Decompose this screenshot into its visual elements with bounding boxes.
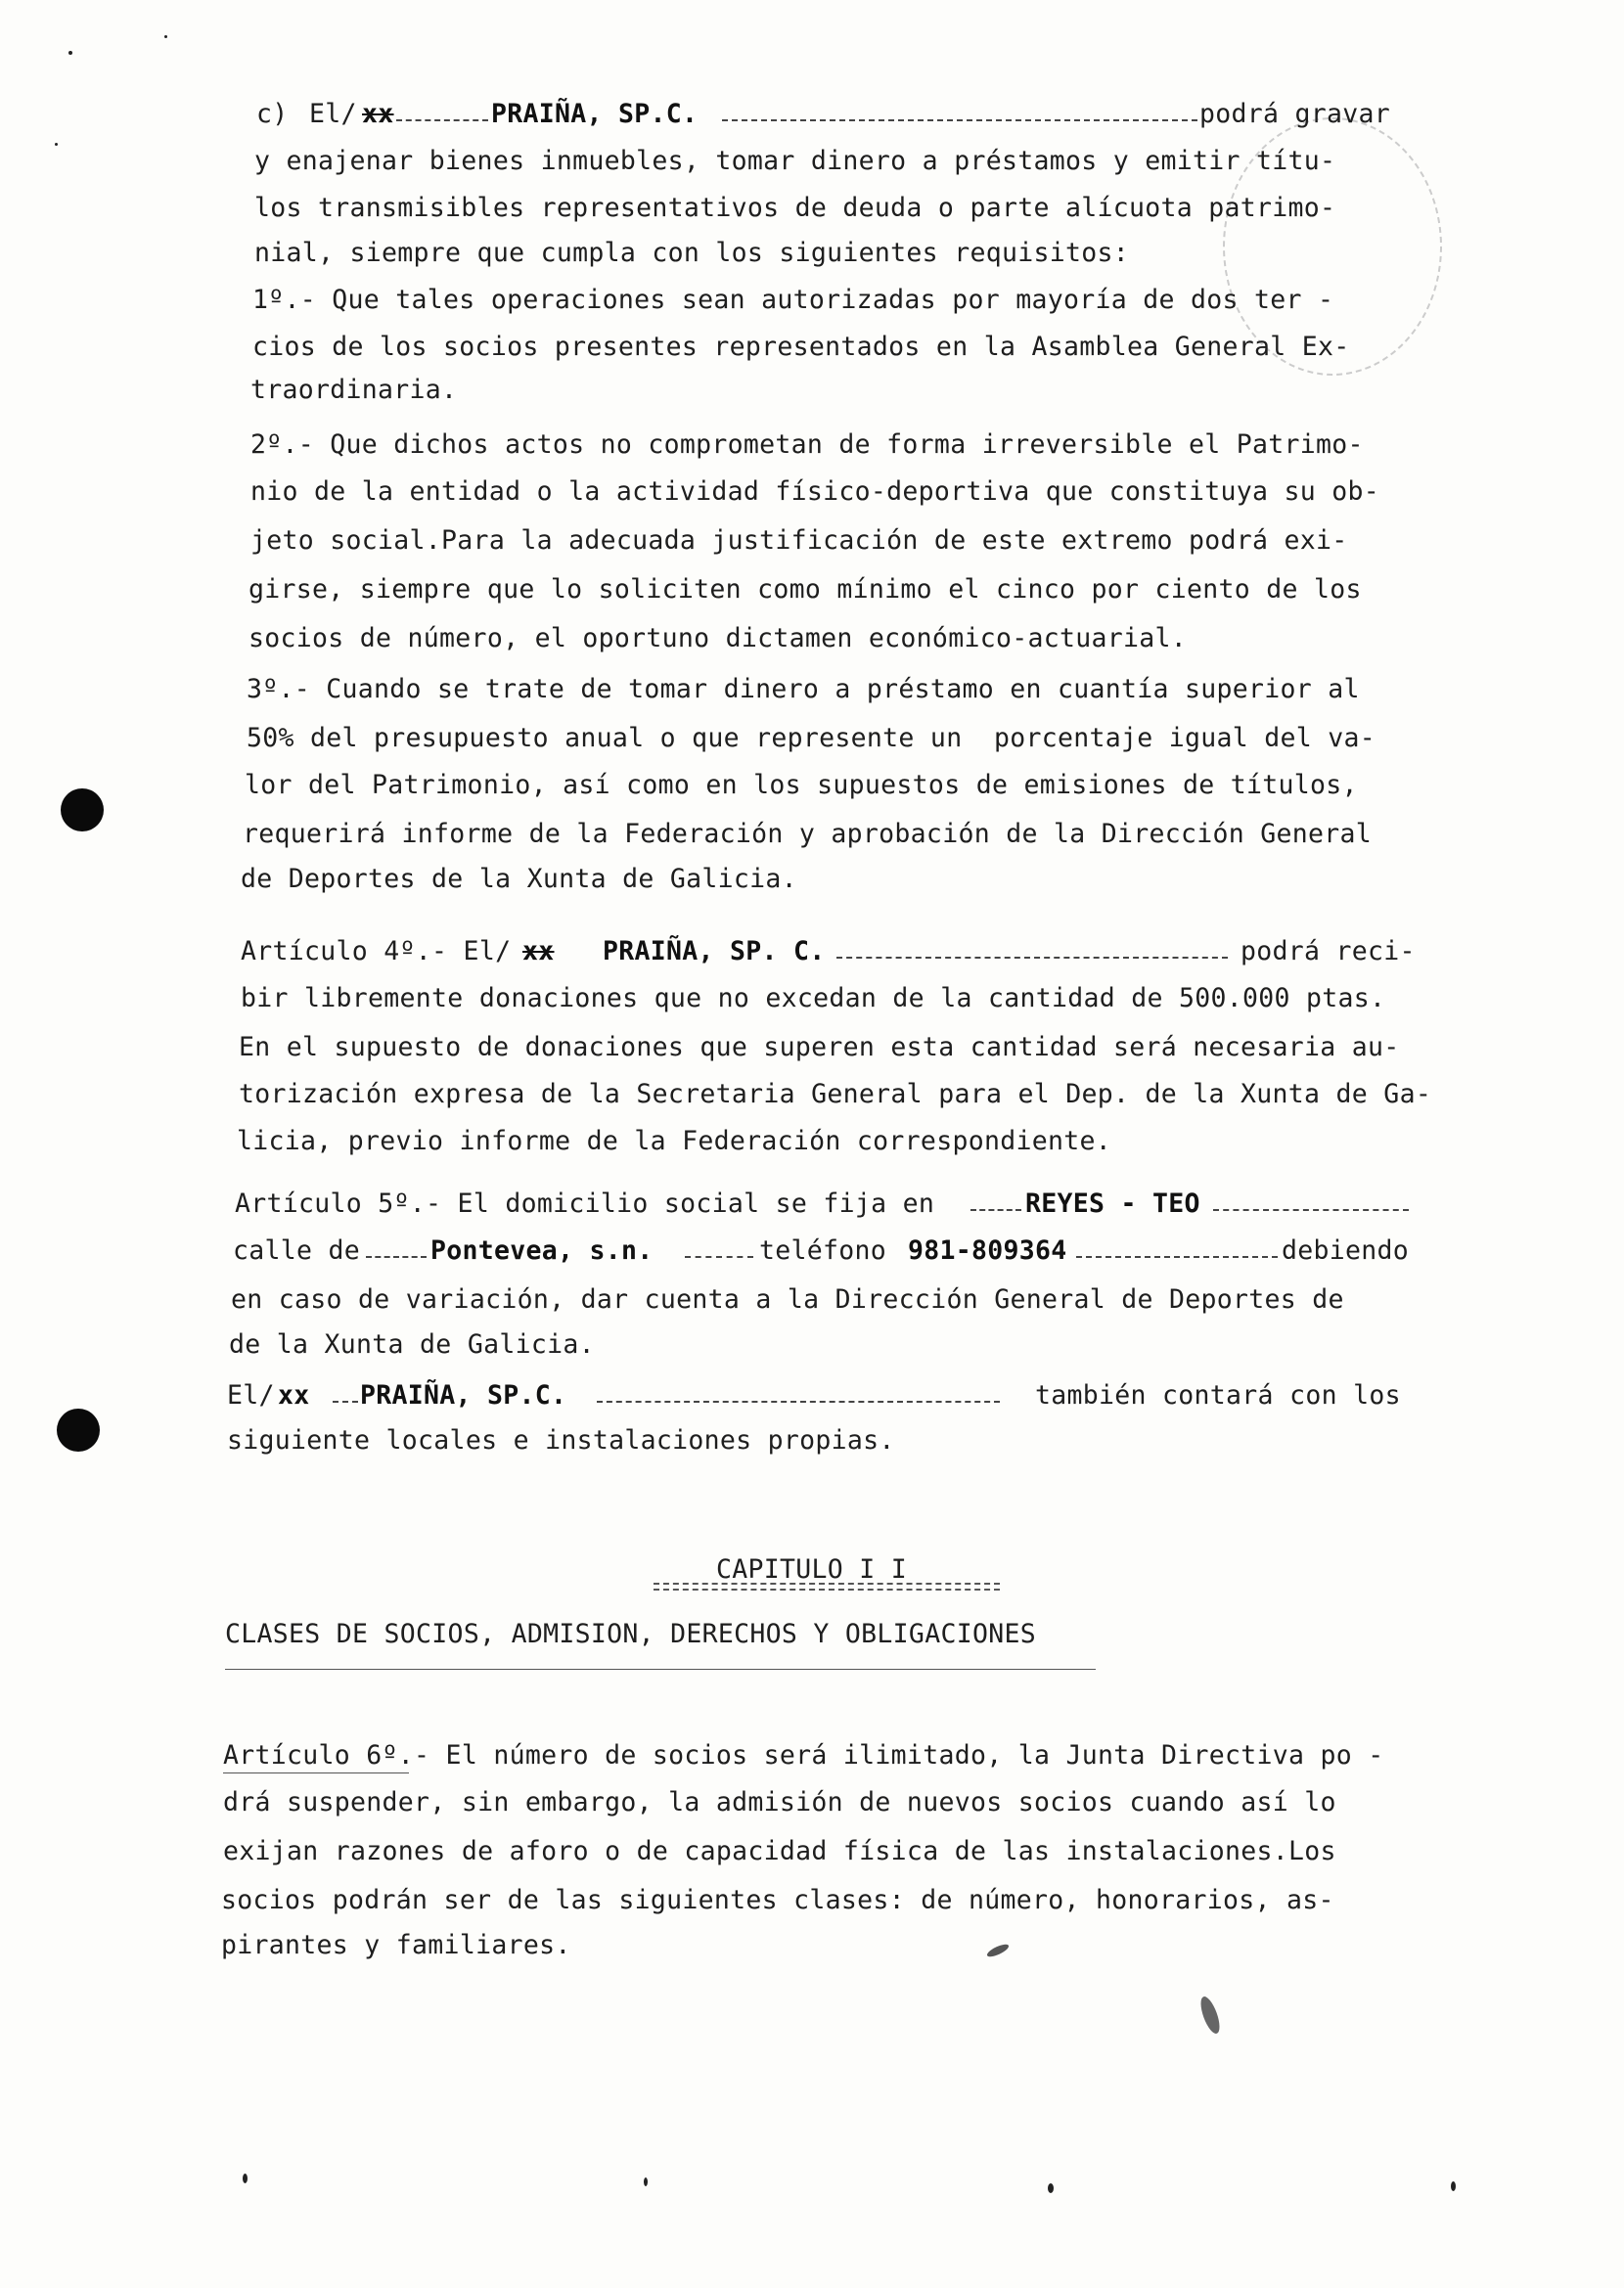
text-line: exijan razones de aforo o de capacidad física de las instalaciones.Los (223, 1836, 1336, 1866)
text-line: torización expresa de la Secretaria General para el Dep. de la Xunta de Ga- (239, 1079, 1432, 1109)
text-line: siguiente locales e instalaciones propias. (227, 1425, 895, 1456)
struck-text: xx (278, 1380, 310, 1411)
clause-label: c) (256, 99, 289, 129)
speck (1451, 2181, 1456, 2191)
text-line: nial, siempre que cumpla con los siguientes requisitos: (254, 238, 1129, 268)
text-line: de la Xunta de Galicia. (229, 1329, 595, 1360)
article-5-street (0, 1227, 1624, 1276)
article-5-header (0, 1180, 1624, 1229)
fill-line (597, 1401, 1000, 1403)
entity-name: PRAIÑA, SP. C. (603, 936, 826, 966)
fill-line (333, 1401, 358, 1403)
chapter-underline (654, 1589, 1000, 1591)
article-prefix: Artículo 4º.- El/ (241, 936, 512, 966)
article-suffix: debiendo (1282, 1235, 1410, 1266)
struck-text: xx (522, 936, 555, 966)
chapter-title (0, 1546, 1624, 1594)
text-line: de Deportes de la Xunta de Galicia. (241, 864, 797, 894)
text-line: bir libremente donaciones que no excedan de la cantidad de 500.000 ptas. (241, 983, 1386, 1013)
chapter-subtitle (0, 1610, 1624, 1659)
speck (243, 2174, 248, 2183)
phone-label: teléfono (759, 1235, 887, 1266)
text-line: y enajenar bienes inmuebles, tomar dinero a préstamos y emitir títu- (254, 146, 1336, 176)
text-line: 2º.- Que dichos actos no comprometan de forma irreversible el Patrimo- (250, 429, 1364, 460)
text-line: 50% del presupuesto anual o que represente un porcentaje igual del va- (247, 723, 1376, 753)
street-value: Pontevea, s.n. (430, 1235, 654, 1266)
address-place: REYES - TEO (1025, 1189, 1200, 1219)
fill-line (836, 957, 1228, 959)
text-line: drá suspender, sin embargo, la admisión de nuevos socios cuando así lo (223, 1787, 1336, 1817)
fill-line (685, 1256, 753, 1258)
speck (164, 35, 167, 38)
entity-name: PRAIÑA, SP.C. (360, 1380, 567, 1411)
text-line: cios de los socios presentes representados en la Asamblea General Ex- (252, 332, 1350, 362)
speck (68, 51, 72, 55)
text-line: 3º.- Cuando se trate de tomar dinero a préstamo en cuantía superior al (247, 674, 1360, 704)
chapter-subtitle-text: CLASES DE SOCIOS, ADMISION, DERECHOS Y OBLIGACIONES (225, 1619, 1036, 1649)
article-4-header (0, 927, 1624, 976)
entity-prefix: El/ (227, 1380, 275, 1411)
clause-c-header (0, 90, 1624, 139)
chapter-underline (654, 1583, 1000, 1585)
text-line: nio de la entidad o la actividad físico-deportiva que constituya su ob- (250, 476, 1380, 507)
article-prefix: Artículo 5º.- El domicilio social se fija en (235, 1189, 935, 1219)
text-line: En el supuesto de donaciones que superen esta cantidad será necesaria au- (239, 1032, 1400, 1062)
clause-suffix: podrá gravar (1199, 99, 1391, 129)
text-line: en caso de variación, dar cuenta a la Dirección General de Deportes de (231, 1284, 1344, 1315)
local-suffix: también contará con los (1035, 1380, 1401, 1411)
subtitle-underline (225, 1669, 1096, 1670)
fill-line (1076, 1256, 1278, 1258)
text-line: jeto social.Para la adecuada justificación de este extremo podrá exi- (250, 525, 1348, 556)
street-label: calle de (233, 1235, 361, 1266)
entity-prefix: El/ (309, 99, 357, 129)
text-line: pirantes y familiares. (221, 1930, 571, 1960)
article-underline (223, 1772, 409, 1773)
speck (1048, 2183, 1054, 2193)
local-header (0, 1371, 1624, 1420)
text-line: socios de número, el oportuno dictamen económico-actuarial. (248, 623, 1188, 653)
speck (1197, 1995, 1224, 2036)
text-line: Artículo 6º.- El número de socios será ilimitado, la Junta Directiva po - (223, 1740, 1384, 1771)
text-line: girse, siempre que lo soliciten como mínimo el cinco por ciento de los (248, 574, 1362, 605)
text-line: los transmisibles representativos de deuda o parte alícuota patrimo- (254, 193, 1336, 223)
text-line: lor del Patrimonio, así como en los supuestos de emisiones de títulos, (245, 770, 1358, 800)
fill-line (722, 119, 1197, 121)
fill-line (970, 1209, 1021, 1211)
text-line: 1º.- Que tales operaciones sean autorizadas por mayoría de dos ter - (252, 285, 1334, 315)
fill-line (396, 119, 488, 121)
article-suffix: podrá reci- (1241, 936, 1416, 966)
text-line: requerirá informe de la Federación y aprobación de la Dirección General (243, 819, 1373, 849)
chapter-title-text: CAPITULO I I (716, 1554, 908, 1585)
text-line: socios podrán ser de las siguientes clases: de número, honorarios, as- (221, 1885, 1334, 1915)
phone-value: 981-809364 (908, 1235, 1067, 1266)
struck-text: xx (362, 99, 394, 129)
entity-name: PRAIÑA, SP.C. (491, 99, 699, 129)
speck (644, 2177, 648, 2186)
text-line: traordinaria. (250, 375, 458, 405)
fill-line (366, 1256, 427, 1258)
fill-line (1213, 1209, 1409, 1211)
text-line: licia, previo informe de la Federación correspondiente. (237, 1126, 1111, 1156)
